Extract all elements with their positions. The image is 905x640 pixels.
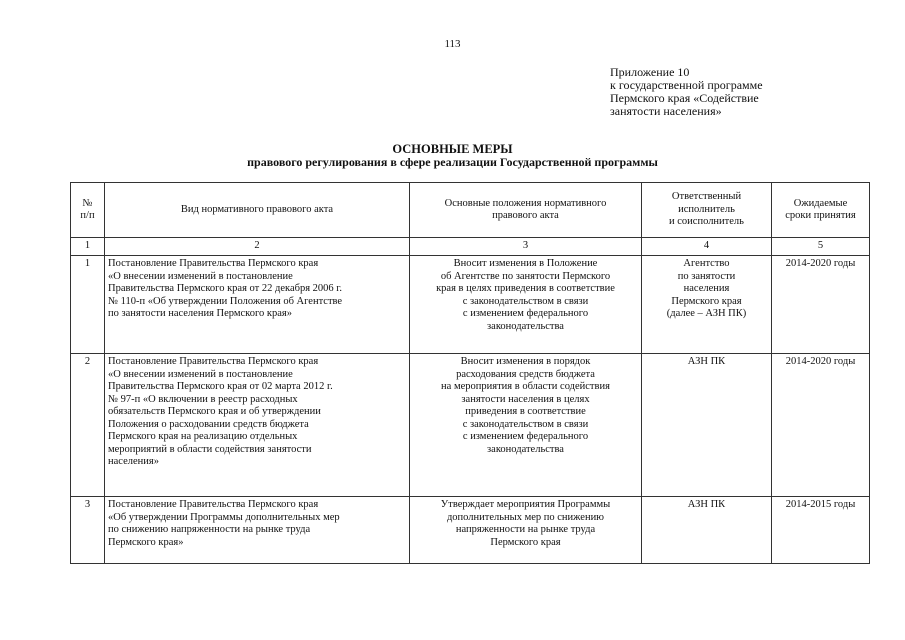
document-title xyxy=(0,143,905,169)
header-text: № xyxy=(82,197,93,209)
cell-line: напряженности на рынке труда xyxy=(455,524,596,535)
header-text: Ожидаемые xyxy=(793,197,848,209)
provisions-cell xyxy=(410,354,642,497)
header-responsible xyxy=(642,183,772,238)
row-number: 3 xyxy=(71,497,105,564)
cell-line: дополнительных мер по снижению xyxy=(446,511,605,523)
cell-line: «Об утверждении Программы дополнительных мер xyxy=(108,511,340,523)
act-type-cell xyxy=(105,256,410,354)
cell-line: приведения в соответствие xyxy=(465,406,586,417)
cell-line: по снижению напряженности на рынке труда xyxy=(108,524,311,535)
cell-line: края в целях приведения в соответствие xyxy=(436,283,615,294)
header-text: сроки принятия xyxy=(785,210,856,221)
row-number: 2 xyxy=(71,354,105,497)
column-number: 3 xyxy=(410,238,642,256)
cell-line: населения xyxy=(683,283,730,294)
cell-line: Правительства Пермского края от 22 декабря 2006 г. xyxy=(108,283,343,294)
cell-line: об Агентстве по занятости Пермского xyxy=(440,270,611,282)
cell-line: Постановление Правительства Пермского края xyxy=(108,258,319,269)
cell-line: Агентство xyxy=(683,258,730,269)
header-text: правового акта xyxy=(492,210,559,221)
column-number-row xyxy=(71,238,870,256)
page-number: 113 xyxy=(444,38,461,50)
appendix-line: занятости населения» xyxy=(610,104,722,118)
cell-line: законодательства xyxy=(487,443,564,455)
term-cell: 2014-2020 годы xyxy=(772,256,870,354)
term-cell: 2014-2015 годы xyxy=(772,497,870,564)
table-row xyxy=(71,256,870,354)
cell-line: Вносит изменения в Положение xyxy=(453,258,598,269)
provisions-cell xyxy=(410,497,642,564)
table-row xyxy=(71,497,870,564)
act-type-cell xyxy=(105,497,410,564)
header-text: Основные положения нормативного xyxy=(444,197,607,209)
header-text: Ответственный xyxy=(671,191,742,203)
cell-line: по занятости xyxy=(677,270,736,282)
header-num xyxy=(71,183,105,238)
title-main: ОСНОВНЫЕ МЕРЫ xyxy=(392,142,513,156)
cell-line: с законодательством в связи xyxy=(462,295,589,307)
cell-line: Пермского края xyxy=(490,536,561,548)
appendix-line: к государственной программе xyxy=(610,78,763,92)
cell-line: Постановление Правительства Пермского края xyxy=(108,356,319,367)
responsible-cell xyxy=(642,497,772,564)
header-type: Вид нормативного правового акта xyxy=(105,183,410,238)
header-terms xyxy=(772,183,870,238)
header-text: п/п xyxy=(80,210,95,221)
column-number: 2 xyxy=(105,238,410,256)
cell-line: Положения о расходовании средств бюджета xyxy=(108,418,309,430)
cell-line: обязательств Пермского края и об утверждении xyxy=(108,406,321,417)
cell-line: населения» xyxy=(108,456,159,467)
cell-line: Правительства Пермского края от 02 марта 2012 г. xyxy=(108,381,333,392)
cell-line: Утверждает мероприятия Программы xyxy=(440,499,611,510)
cell-line: «О внесении изменений в постановление xyxy=(108,270,293,282)
row-number: 1 xyxy=(71,256,105,354)
cell-line: «О внесении изменений в постановление xyxy=(108,368,293,380)
cell-line: занятости населения в целях xyxy=(461,393,590,405)
title-subtitle: правового регулирования в сфере реализации Государственной программы xyxy=(247,155,658,169)
column-number: 5 xyxy=(772,238,870,256)
table-header-row xyxy=(71,183,870,238)
cell-line: на мероприятия в области содействия xyxy=(441,381,610,392)
header-provisions xyxy=(410,183,642,238)
term-cell: 2014-2020 годы xyxy=(772,354,870,497)
cell-line: Пермского края на реализацию отдельных xyxy=(108,431,298,442)
cell-line: Вносит изменения в порядок xyxy=(460,356,591,367)
cell-line: расходования средств бюджета xyxy=(456,368,595,380)
appendix-note xyxy=(610,66,763,118)
cell-line: с изменением федерального xyxy=(462,308,589,319)
appendix-line: Пермского края «Содействие xyxy=(610,91,759,105)
column-number: 4 xyxy=(642,238,772,256)
table-row xyxy=(71,354,870,497)
cell-line: Пермского края xyxy=(671,295,742,307)
cell-line: мероприятий в области содействия занятости xyxy=(108,443,312,455)
cell-line: № 97-п «О включении в реестр расходных xyxy=(108,393,298,405)
cell-line: по занятости населения Пермского края» xyxy=(108,308,292,319)
cell-line: № 110-п «Об утверждении Положения об Агентстве xyxy=(108,295,343,307)
cell-line: законодательства xyxy=(487,320,564,332)
act-type-cell xyxy=(105,354,410,497)
responsible-cell xyxy=(642,354,772,497)
cell-line: с изменением федерального xyxy=(462,431,589,442)
header-text: и соисполнитель xyxy=(669,216,744,228)
responsible-cell xyxy=(642,256,772,354)
appendix-line: Приложение 10 xyxy=(610,65,690,79)
cell-line: АЗН ПК xyxy=(687,499,726,510)
measures-table xyxy=(70,182,870,564)
cell-line: Пермского края» xyxy=(108,536,184,548)
header-text: исполнитель xyxy=(678,203,735,215)
cell-line: (далее – АЗН ПК) xyxy=(666,308,747,319)
cell-line: с законодательством в связи xyxy=(462,418,589,430)
column-number: 1 xyxy=(71,238,105,256)
cell-line: АЗН ПК xyxy=(687,356,726,367)
cell-line: Постановление Правительства Пермского края xyxy=(108,499,319,510)
provisions-cell xyxy=(410,256,642,354)
